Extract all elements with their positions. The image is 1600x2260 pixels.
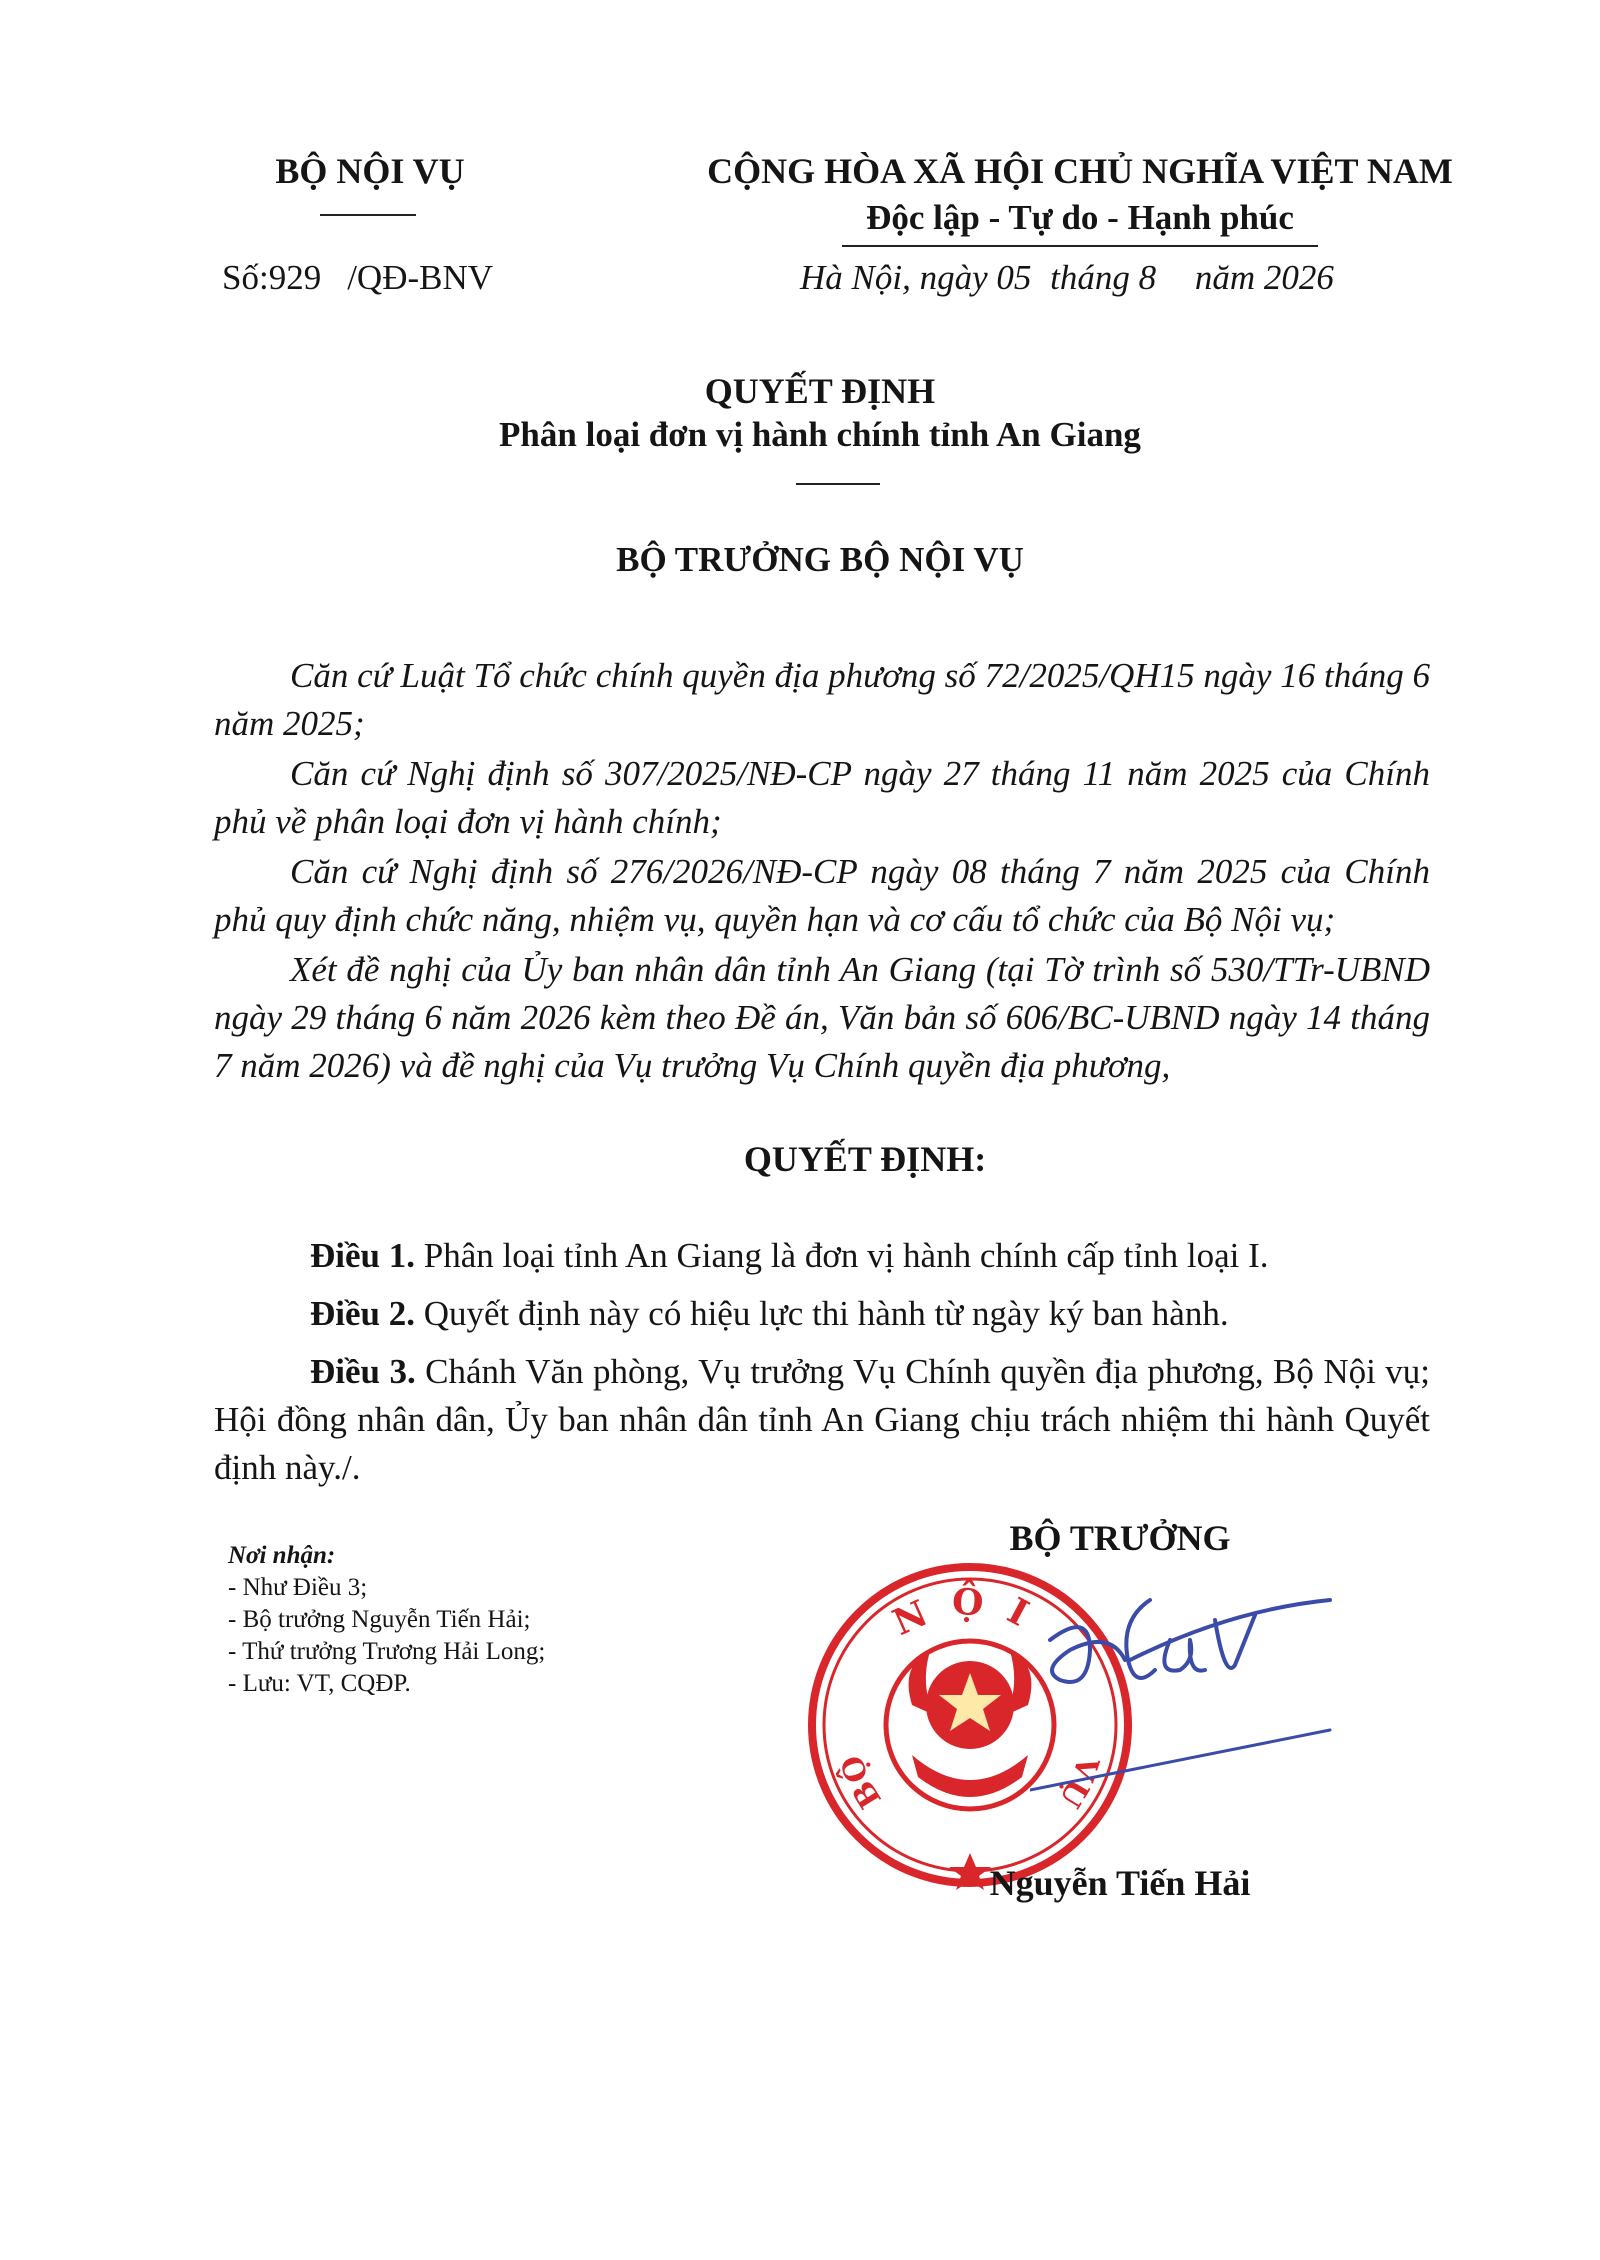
document-number-suffix: /QĐ-BNV xyxy=(347,258,494,297)
article-1 xyxy=(214,1232,1430,1280)
seal-text-top: NỘI xyxy=(886,1580,1055,1646)
legal-basis-2: Căn cứ Nghị định số 307/2025/NĐ-CP ngày 27 tháng 11 năm 2025 của Chính phủ về phân loại đơn vị hành chính; xyxy=(214,754,1430,841)
legal-bases xyxy=(214,652,1430,1092)
recipients-block xyxy=(228,1540,545,1700)
document-number-prefix: Số:929 xyxy=(222,258,322,297)
agency-underline xyxy=(320,214,416,216)
document-title: QUYẾT ĐỊNH xyxy=(704,371,936,411)
issuing-agency: BỘ NỘI VỤ xyxy=(275,151,465,191)
recipient-item: - Như Điều 3; xyxy=(228,1574,368,1601)
national-motto: Độc lập - Tự do - Hạnh phúc xyxy=(866,198,1294,237)
article-2 xyxy=(214,1290,1430,1338)
place-date-day: Hà Nội, ngày 05 xyxy=(800,258,1032,297)
article-3-label: Điều 3. xyxy=(310,1352,416,1391)
seal-text-left: BỘ xyxy=(834,1750,889,1815)
national-title: CỘNG HÒA XÃ HỘI CHỦ NGHĨA VIỆT NAM xyxy=(707,151,1453,191)
place-date xyxy=(800,258,1334,298)
motto-underline xyxy=(842,245,1318,247)
place-date-year: năm 2026 xyxy=(1194,258,1334,297)
recipients-title: Nơi nhận: xyxy=(228,1542,336,1569)
article-2-label: Điều 2. xyxy=(310,1294,415,1333)
recipient-item: - Lưu: VT, CQĐP. xyxy=(228,1670,411,1697)
recipient-item: - Thứ trưởng Trương Hải Long; xyxy=(228,1638,546,1665)
svg-text:BỘ xyxy=(832,1751,889,1814)
document-number xyxy=(222,258,493,298)
seal-text-right: VỤ xyxy=(1051,1751,1106,1814)
handwritten-signature-icon xyxy=(1030,1580,1350,1820)
title-underline xyxy=(796,483,880,485)
decision-heading: QUYẾT ĐỊNH: xyxy=(743,1139,987,1179)
article-2-text: Quyết định này có hiệu lực thi hành từ ngày ký ban hành. xyxy=(423,1294,1229,1333)
issuing-authority: BỘ TRƯỞNG BỘ NỘI VỤ xyxy=(616,540,1024,579)
article-3 xyxy=(214,1348,1430,1492)
signer-name: Nguyễn Tiến Hải xyxy=(989,1863,1251,1903)
article-3-text: Chánh Văn phòng, Vụ trưởng Vụ Chính quyền địa phương, Bộ Nội vụ; Hội đồng nhân dân, Ủy ban nhân dân tỉnh An Giang chịu trách nhiệm thi hành Quyết định này./. xyxy=(214,1352,1430,1487)
article-1-text: Phân loại tỉnh An Giang là đơn vị hành chính cấp tỉnh loại I. xyxy=(423,1236,1269,1275)
articles xyxy=(214,1232,1430,1502)
recipient-item: - Bộ trưởng Nguyễn Tiến Hải; xyxy=(228,1606,531,1633)
legal-basis-3: Căn cứ Nghị định số 276/2026/NĐ-CP ngày 08 tháng 7 năm 2025 của Chính phủ quy định chức năng, nhiệm vụ, quyền hạn và cơ cấu tổ chức của Bộ Nội vụ; xyxy=(214,852,1430,939)
document-subject: Phân loại đơn vị hành chính tỉnh An Giang xyxy=(499,415,1141,454)
place-date-month: tháng 8 xyxy=(1050,258,1157,297)
signer-title: BỘ TRƯỞNG xyxy=(1009,1518,1231,1558)
article-1-label: Điều 1. xyxy=(310,1236,415,1275)
legal-basis-1: Căn cứ Luật Tổ chức chính quyền địa phương số 72/2025/QH15 ngày 16 tháng 6 năm 2025; xyxy=(214,656,1430,743)
legal-basis-4: Xét đề nghị của Ủy ban nhân dân tỉnh An Giang (tại Tờ trình số 530/TTr-UBND ngày 29 tháng 6 năm 2026 kèm theo Đề án, Văn bản số 606/BC-UBND ngày 14 tháng 7 năm 2026) và đề nghị của Vụ trưởng Vụ Chính quyền địa phương, xyxy=(214,950,1430,1085)
